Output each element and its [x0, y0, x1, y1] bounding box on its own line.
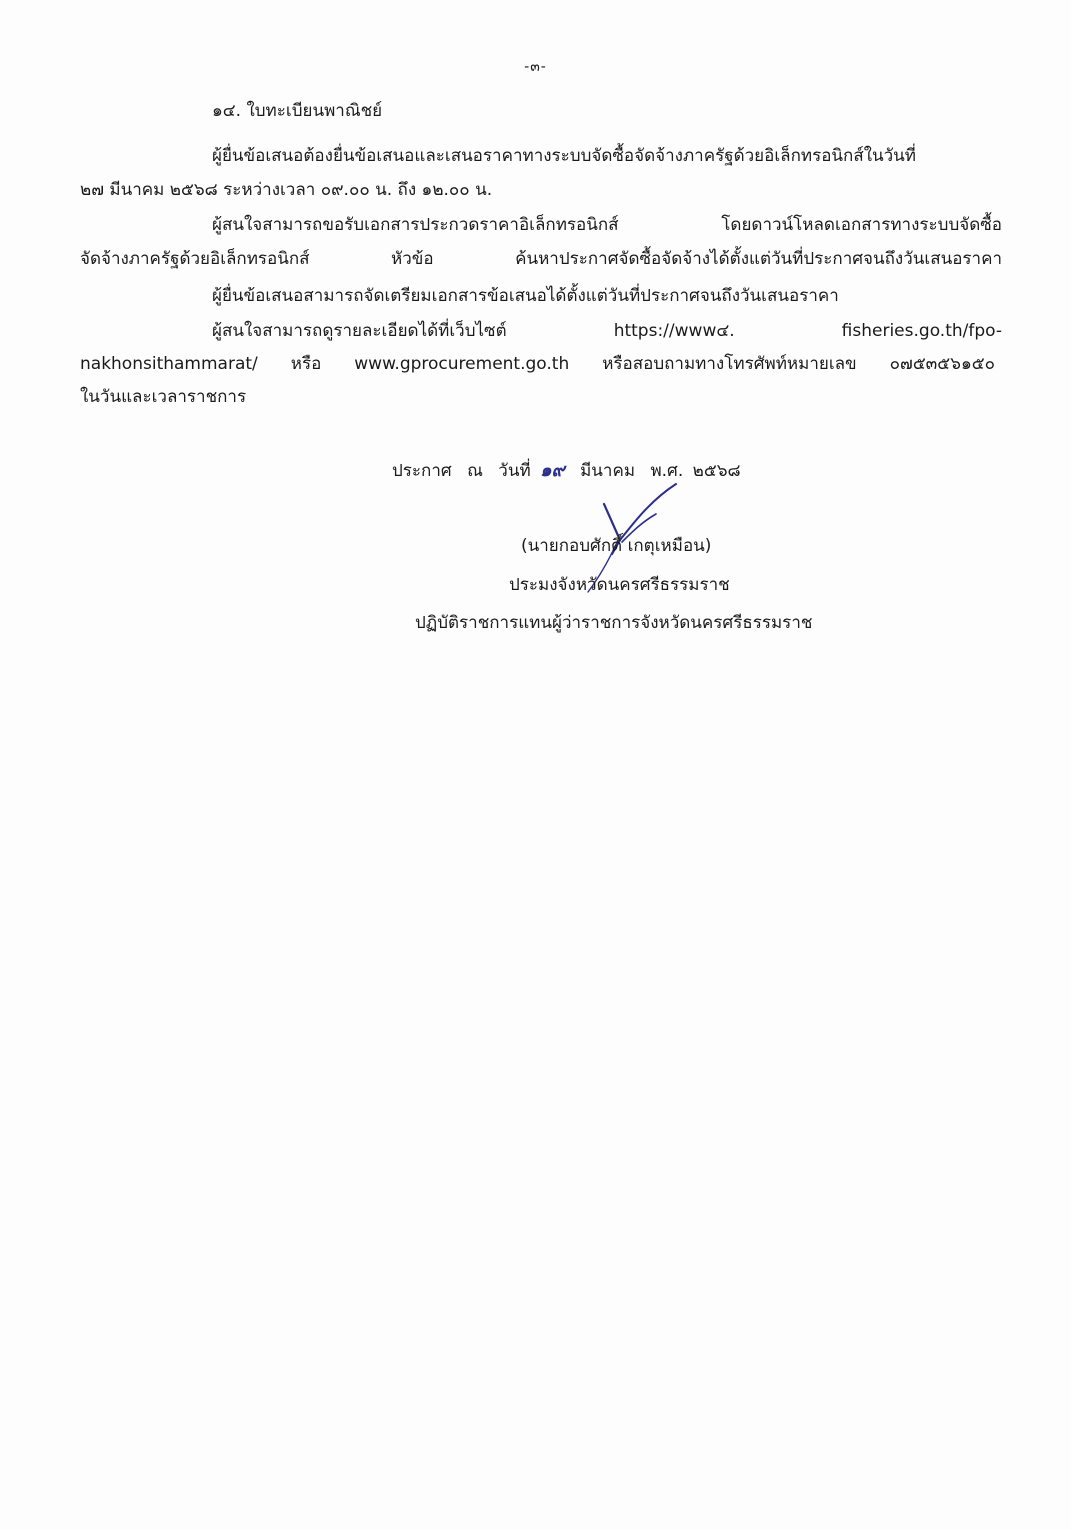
paragraph-4-line-1: ผู้สนใจสามารถดูรายละเอียดได้ที่เว็บไซต์ https://www๔. fisheries.go.th/fpo-: [212, 321, 1002, 341]
signatory-name: (นายกอบศักดิ์ เกตุเหมือน): [521, 536, 712, 556]
signatory-acting: ปฏิบัติราชการแทนผู้ว่าราชการจังหวัดนครศรีธรรมราช: [415, 613, 813, 633]
announcement-era: พ.ศ.: [650, 461, 684, 481]
page-number: -๓-: [524, 59, 547, 75]
announcement-prefix: ประกาศ: [392, 461, 452, 481]
handwritten-day: ๑๙: [540, 460, 565, 481]
paragraph-4-line-3: ในวันและเวลาราชการ: [80, 387, 247, 407]
announcement-at: ณ: [467, 461, 483, 481]
item-14: ๑๔. ใบทะเบียนพาณิชย์: [212, 101, 383, 121]
announcement-day-label: วันที่: [498, 461, 531, 481]
announcement-month: มีนาคม: [580, 461, 636, 481]
paragraph-1-line-2: ๒๗ มีนาคม ๒๕๖๘ ระหว่างเวลา ๐๙.๐๐ น. ถึง ๑๒.๐๐ น.: [80, 180, 493, 200]
paragraph-3-line-1: ผู้ยื่นข้อเสนอสามารถจัดเตรียมเอกสารข้อเสนอได้ตั้งแต่วันที่ประกาศจนถึงวันเสนอราคา: [212, 286, 839, 306]
announcement-year: ๒๕๖๘: [692, 461, 741, 481]
paragraph-1-line-1: ผู้ยื่นข้อเสนอต้องยื่นข้อเสนอและเสนอราคาทางระบบจัดซื้อจัดจ้างภาครัฐด้วยอิเล็กทรอนิกส์ในวันที่: [212, 146, 916, 166]
paragraph-2-line-1: ผู้สนใจสามารถขอรับเอกสารประกวดราคาอิเล็กทรอนิกส์ โดยดาวน์โหลดเอกสารทางระบบจัดซื้อ: [212, 215, 1002, 235]
signatory-position: ประมงจังหวัดนครศรีธรรมราช: [509, 575, 730, 595]
paragraph-2-line-2: จัดจ้างภาครัฐด้วยอิเล็กทรอนิกส์ หัวข้อ ค้นหาประกาศจัดซื้อจัดจ้างได้ตั้งแต่วันที่ประกาศจนถึงวันเสนอราคา: [80, 249, 1002, 269]
paragraph-4-line-2: nakhonsithammarat/ หรือ www.gprocurement.go.th หรือสอบถามทางโทรศัพท์หมายเลข ๐๗๕๓๕๖๑๕๐: [80, 354, 995, 374]
